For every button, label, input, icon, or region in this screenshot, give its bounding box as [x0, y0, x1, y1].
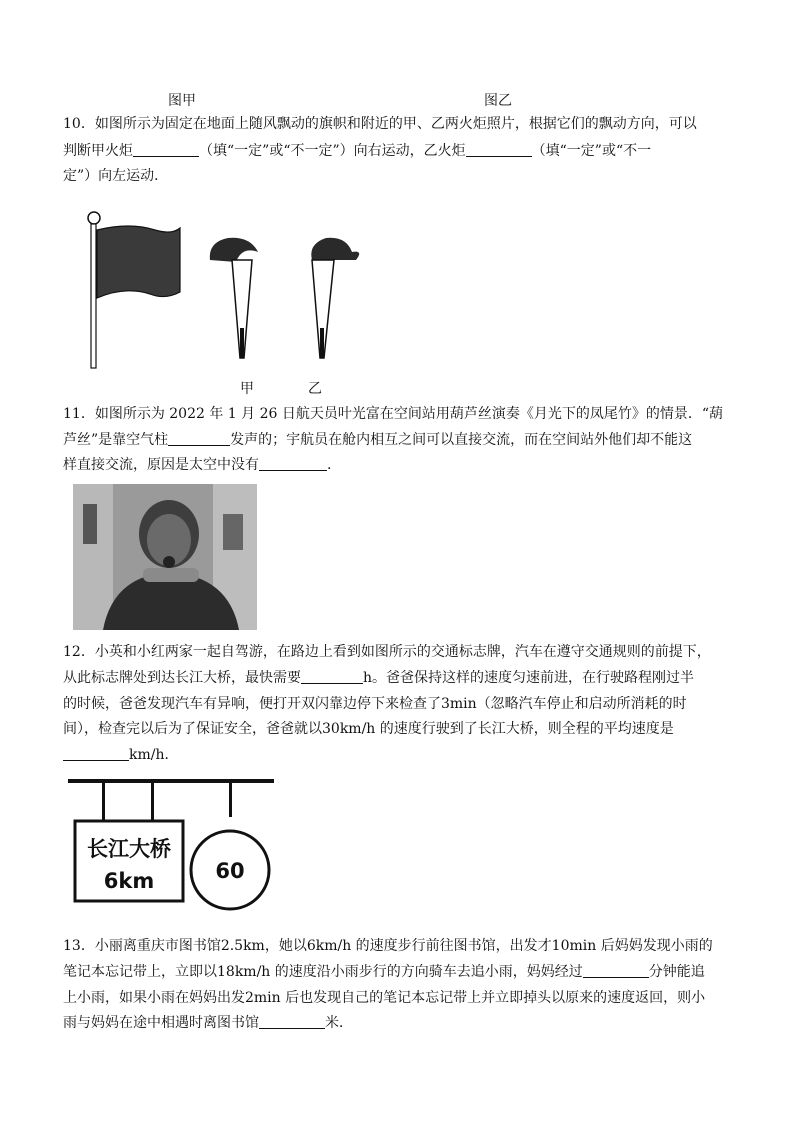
- torch-a-grip: [240, 328, 244, 358]
- q11-line-3: 样直接交流，原因是太空中没有 .: [63, 457, 332, 473]
- q10-answer-blank-2[interactable]: [466, 142, 532, 157]
- q11-line-1: 11．如图所示为 2022 年 1 月 26 日航天员叶光富在空间站用葫芦丝演奏《月光下的凤尾竹》的情景．“葫: [63, 406, 724, 422]
- torch-a-flame: [210, 238, 258, 262]
- q11-answer-blank-1[interactable]: [168, 431, 230, 446]
- q12-answer-blank-2[interactable]: [63, 746, 129, 761]
- astronaut-photo: [73, 484, 257, 630]
- q12-line-2: 从此标志牌处到达长江大桥，最快需要 h。爸爸保持这样的速度匀速前进，在行驶路程刚过半: [63, 670, 695, 686]
- sign-beam: [68, 779, 274, 783]
- q10-line-1: 10．如图所示为固定在地面上随风飘动的旗帜和附近的甲、乙两火炬照片，根据它们的飘动方向，可以: [63, 116, 697, 132]
- caption-figure-a: 图甲: [168, 93, 196, 109]
- caption-figure-b: 图乙: [484, 93, 512, 109]
- q13-line-1: 13．小丽离重庆市图书馆2.5km，她以6km/h 的速度步行前往图书馆，出发才10min 后妈妈发现小雨的: [63, 938, 713, 954]
- sign-speed-limit: 60: [215, 859, 245, 883]
- torch-a-label: 甲: [240, 381, 254, 397]
- q12-line-1: 12．小英和小红两家一起自驾游，在路边上看到如图所示的交通标志牌，汽车在遵守交通规则的前提下，: [63, 644, 711, 660]
- flag-pole-top: [88, 212, 100, 224]
- q10-answer-blank-1[interactable]: [133, 142, 199, 157]
- torch-b-flame: [311, 238, 359, 260]
- sign-distance: 6km: [103, 869, 155, 893]
- q13-line-2: 笔记本忘记带上，立即以18km/h 的速度沿小雨步行的方向骑车去追小雨，妈妈经过 分钟能追: [63, 964, 705, 980]
- q10-line-2: 判断甲火炬 （填“一定”或“不一定”）向右运动，乙火炬 （填“一定”或“不一: [63, 143, 652, 159]
- torch-b-label: 乙: [308, 381, 322, 397]
- q12-line-3: 的时候，爸爸发现汽车有异响，便打开双闪靠边停下来检查了3min（忽略汽车停止和启动所消耗的时: [63, 696, 687, 712]
- q10-line-3: 定”）向左运动．: [63, 168, 169, 184]
- flag: [97, 226, 180, 298]
- q11-answer-blank-2[interactable]: [259, 456, 327, 471]
- q12-line-5: km/h．: [63, 745, 743, 765]
- sign-place-name: 长江大桥: [87, 837, 171, 861]
- q13-answer-blank-2[interactable]: [259, 1014, 325, 1029]
- torch-b-grip: [320, 328, 324, 358]
- q13-line-3: 上小雨，如果小雨在妈妈出发2min 后也发现自己的笔记本忘记带上并立即掉头以原来的速度返回，则小: [63, 990, 706, 1006]
- traffic-sign-figure: [68, 778, 278, 920]
- flag-pole: [91, 224, 96, 368]
- flag-torch-figure: [80, 208, 360, 374]
- q12-line-4: 间），检查完以后为了保证安全，爸爸就以30km/h 的速度行驶到了长江大桥，则全程的平均速度是: [63, 721, 674, 737]
- q13-answer-blank-1[interactable]: [583, 963, 649, 978]
- q11-line-2: 芦丝”是靠空气柱 发声的；宇航员在舱内相互之间可以直接交流，而在空间站外他们却不能这: [63, 432, 693, 448]
- q13-line-4: 雨与妈妈在途中相遇时离图书馆 米．: [63, 1015, 353, 1031]
- q12-answer-blank-1[interactable]: [301, 669, 363, 684]
